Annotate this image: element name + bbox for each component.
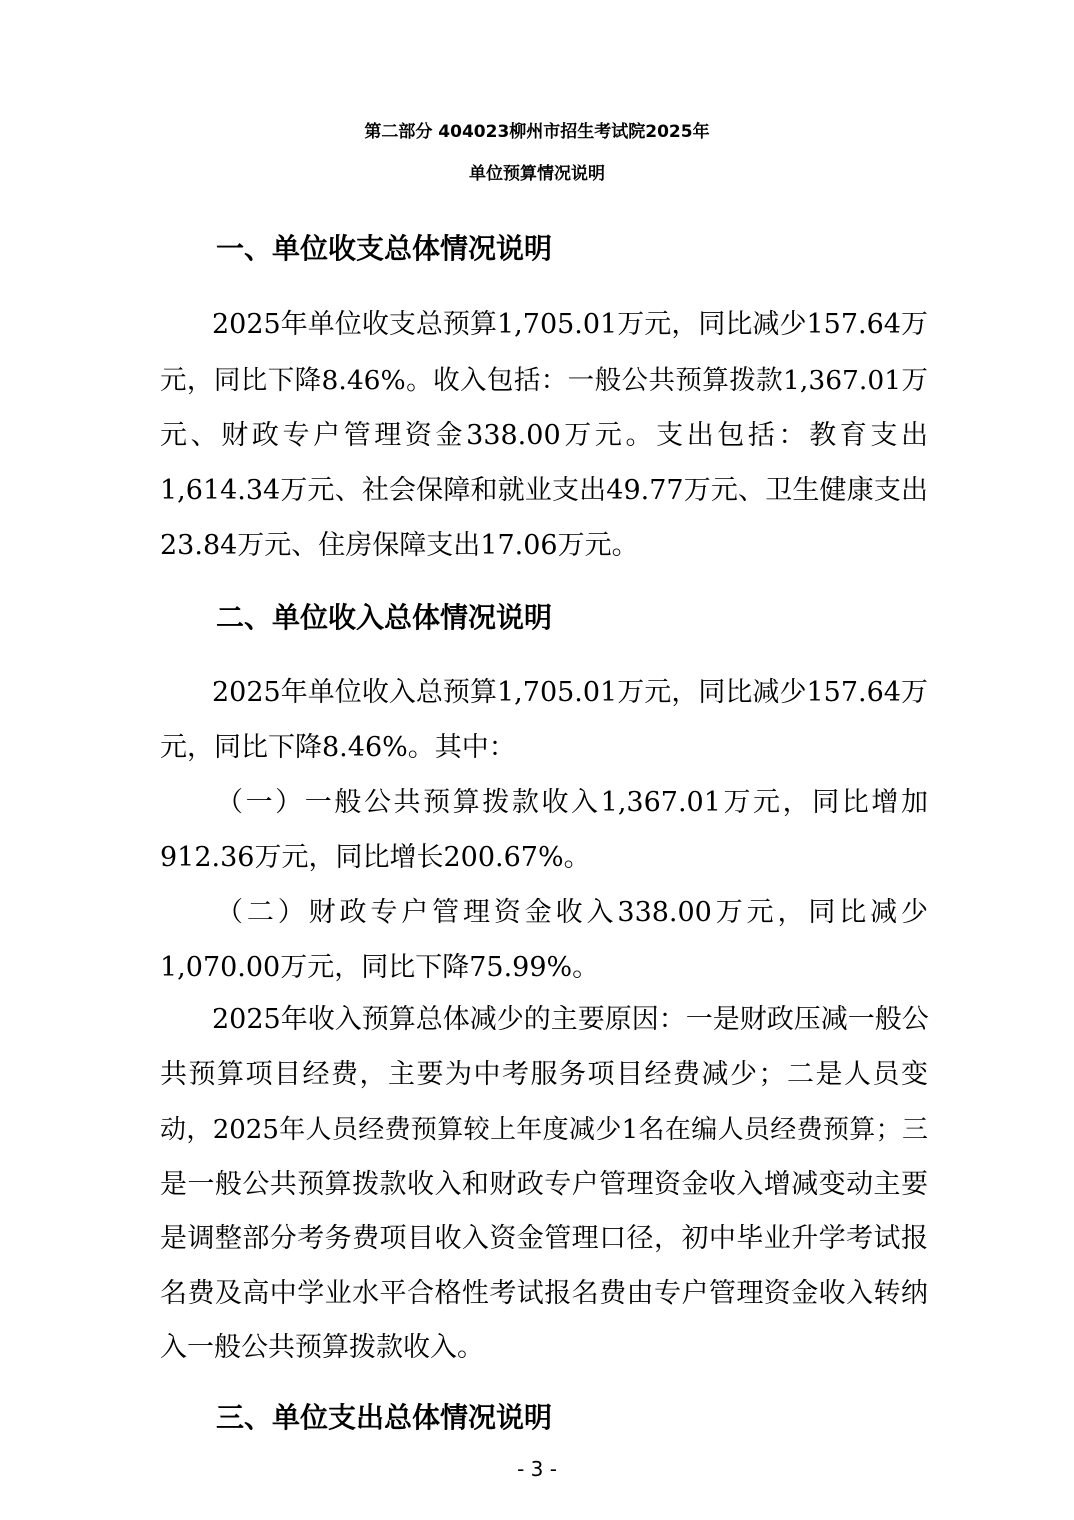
paragraph-line: 元，同比下降8.46%。收入包括：一般公共预算拨款1,367.01万 bbox=[160, 365, 928, 396]
paragraph-line: 23.84万元、住房保障支出17.06万元。 bbox=[160, 530, 639, 561]
paragraph-line: 2025年单位收支总预算1,705.01万元，同比减少157.64万 bbox=[212, 309, 928, 340]
paragraph-line: 是调整部分考务费项目收入资金管理口径，初中毕业升学考试报 bbox=[160, 1223, 928, 1254]
paragraph-line: 入一般公共预算拨款收入。 bbox=[160, 1332, 484, 1363]
paragraph-line: 共预算项目经费，主要为中考服务项目经费减少；二是人员变 bbox=[160, 1059, 928, 1090]
section-heading-1: 一、单位收支总体情况说明 bbox=[216, 232, 553, 265]
paragraph-line: 1,614.34万元、社会保障和就业支出49.77万元、卫生健康支出 bbox=[160, 475, 928, 506]
page-number: - 3 - bbox=[517, 1457, 557, 1481]
paragraph-line: 1,070.00万元，同比下降75.99%。 bbox=[160, 952, 600, 983]
section-heading-2: 二、单位收入总体情况说明 bbox=[216, 601, 553, 634]
paragraph-line: 912.36万元，同比增长200.67%。 bbox=[160, 842, 591, 873]
document-title-line-1: 第二部分 404023柳州市招生考试院2025年 bbox=[364, 122, 710, 142]
paragraph-line: （一）一般公共预算拨款收入1,367.01万元，同比增加 bbox=[216, 787, 928, 818]
paragraph-line: 是一般公共预算拨款收入和财政专户管理资金收入增减变动主要 bbox=[160, 1169, 928, 1200]
section-heading-3: 三、单位支出总体情况说明 bbox=[216, 1401, 553, 1434]
paragraph-line: 2025年单位收入总预算1,705.01万元，同比减少157.64万 bbox=[212, 677, 928, 708]
paragraph-line: 元、财政专户管理资金338.00万元。支出包括：教育支出 bbox=[160, 420, 928, 451]
paragraph-line: 动，2025年人员经费预算较上年度减少1名在编人员经费预算；三 bbox=[160, 1115, 928, 1145]
document-title-line-2: 单位预算情况说明 bbox=[469, 164, 605, 184]
paragraph-line: 名费及高中学业水平合格性考试报名费由专户管理资金收入转纳 bbox=[160, 1278, 928, 1309]
paragraph-line: 2025年收入预算总体减少的主要原因：一是财政压减一般公 bbox=[212, 1004, 929, 1035]
paragraph-line: 元，同比下降8.46%。其中： bbox=[160, 732, 516, 763]
paragraph-line: （二）财政专户管理资金收入338.00万元，同比减少 bbox=[216, 897, 928, 928]
